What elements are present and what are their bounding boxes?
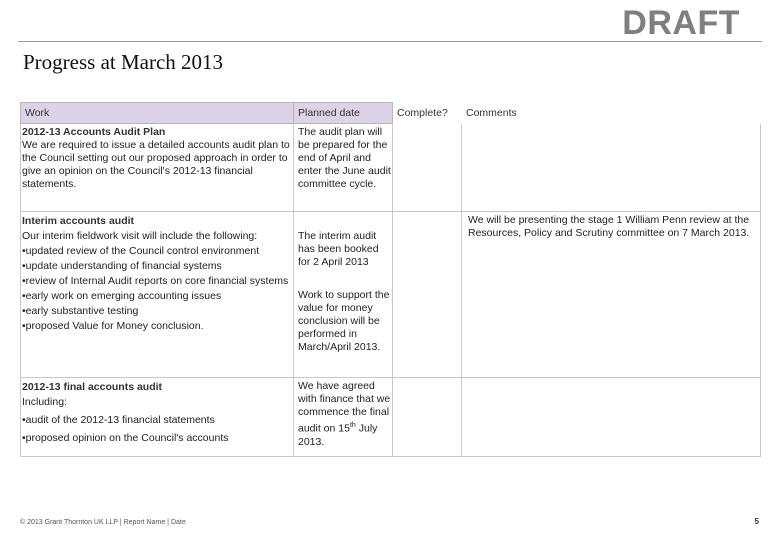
complete-cell <box>393 212 462 378</box>
progress-table <box>20 102 761 457</box>
work-line: •early work on emerging accounting issues <box>22 290 222 302</box>
comments-cell <box>462 124 761 212</box>
planned-date-text: The interim audit has been booked for 2 April 2013 <box>298 230 379 268</box>
header-divider <box>18 41 762 42</box>
footer-text: © 2013 Grant Thornton UK LLP | Report Name | Date <box>20 519 186 526</box>
table-row <box>21 378 761 457</box>
planned-date-tail: July 2013. <box>298 422 378 448</box>
table-row <box>21 212 761 378</box>
planned-date-text: Work to support the value for money conclusion will be performed in March/April 2013. <box>298 289 390 353</box>
work-line: •audit of the 2012-13 financial statements <box>22 414 215 426</box>
work-title: 2012-13 Accounts Audit Plan <box>22 126 166 138</box>
work-title: 2012-13 final accounts audit <box>22 381 163 393</box>
work-cell <box>21 124 294 212</box>
work-line: •updated review of the Council control environment <box>22 245 260 257</box>
page-title: Progress at March 2013 <box>23 50 224 74</box>
table-row <box>21 124 761 212</box>
comments-cell <box>462 212 761 378</box>
work-line: •update understanding of financial systems <box>22 260 222 272</box>
work-line: •early substantive testing <box>22 305 139 317</box>
header-comments: Comments <box>462 103 761 124</box>
work-line: Our interim fieldwork visit will include the following: <box>22 230 258 242</box>
planned-date-cell <box>294 212 393 378</box>
work-description: We are required to issue a detailed accounts audit plan to the Council setting out our proposed approach in order to give an opinion on the Council's 2012-13 financial statements. <box>22 139 290 190</box>
planned-date-ordinal: th <box>349 422 356 429</box>
planned-date-text: The audit plan will be prepared for the end of April and enter the June audit committee cycle. <box>298 126 391 190</box>
comments-text: We will be presenting the stage 1 William Penn review at the Resources, Policy and Scrutiny committee on 7 March 2013. <box>468 214 750 239</box>
complete-cell <box>393 124 462 212</box>
page-number: 5 <box>754 517 759 526</box>
planned-date-text <box>298 380 391 449</box>
header-work: Work <box>21 103 294 124</box>
work-title: Interim accounts audit <box>22 215 135 227</box>
work-line: •proposed opinion on the Council's accounts <box>22 432 229 444</box>
work-line: Including: <box>22 396 67 408</box>
planned-date-main: We have agreed with finance that we commence the final audit on 15 <box>298 380 391 435</box>
complete-cell <box>393 378 462 457</box>
work-cell <box>21 212 294 378</box>
table-header-row <box>21 103 761 124</box>
comments-cell <box>462 378 761 457</box>
work-line: •proposed Value for Money conclusion. <box>22 320 204 332</box>
planned-date-cell <box>294 378 393 457</box>
work-cell <box>21 378 294 457</box>
header-complete: Complete? <box>393 103 462 124</box>
header-planned-date: Planned date <box>294 103 393 124</box>
work-line: •review of Internal Audit reports on core financial systems <box>22 275 289 287</box>
planned-date-cell <box>294 124 393 212</box>
draft-watermark: DRAFT <box>622 4 740 42</box>
